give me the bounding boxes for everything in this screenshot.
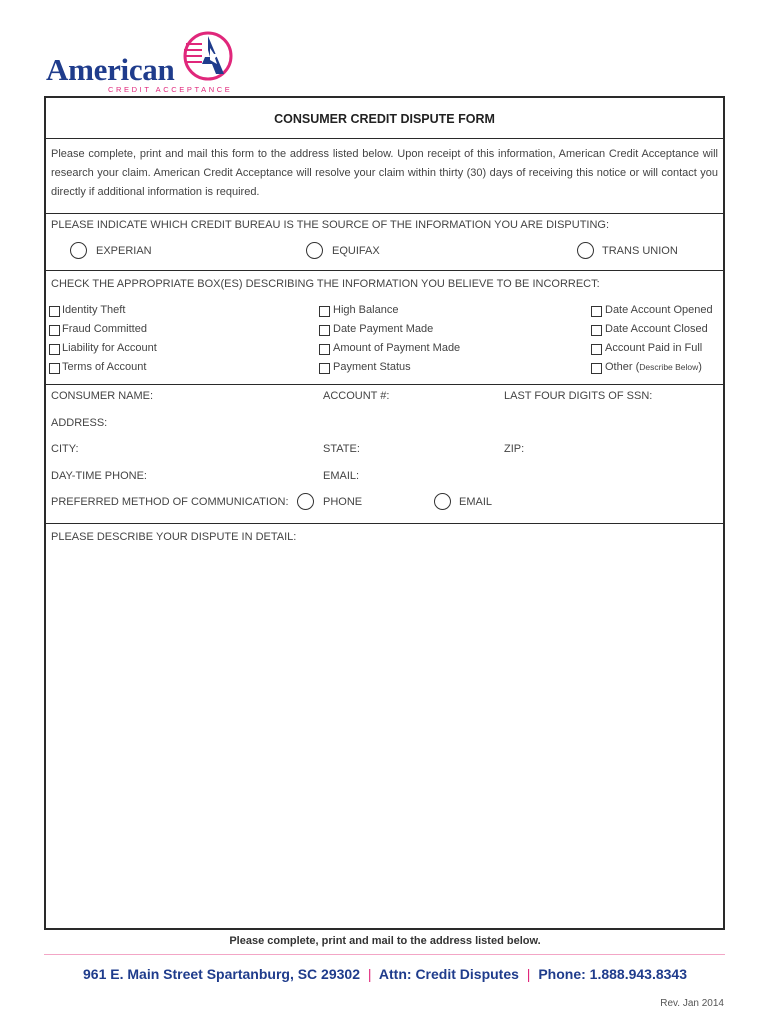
checkbox-fraud-committed[interactable] [49,325,60,336]
consumer-name-label: CONSUMER NAME: [51,390,154,402]
checkbox-label: Account Paid in Full [605,342,703,354]
radio-experian-label: EXPERIAN [96,245,152,257]
footer-note: Please complete, print and mail to the address listed below. [229,935,541,947]
checkbox-label: Date Payment Made [333,323,434,335]
checkbox-terms[interactable] [49,363,60,374]
checkbox-label: Fraud Committed [62,323,147,335]
checkbox-other[interactable] [591,363,602,374]
ssn-label: LAST FOUR DIGITS OF SSN: [504,390,653,402]
radio-equifax[interactable] [306,242,323,259]
radio-trans-union-label: TRANS UNION [602,245,678,257]
checkbox-label: Date Account Closed [605,323,708,335]
checkbox-date-payment-made[interactable] [319,325,330,336]
footer-divider [44,954,725,955]
radio-trans-union[interactable] [577,242,594,259]
checkbox-identity-theft[interactable] [49,306,60,317]
logo-emblem-icon [180,30,236,82]
dispute-detail-area[interactable] [50,548,719,924]
form-title: CONSUMER CREDIT DISPUTE FORM [274,112,495,126]
divider [46,523,723,524]
checkbox-payment-status[interactable] [319,363,330,374]
address-label: ADDRESS: [51,417,108,429]
radio-equifax-label: EQUIFAX [332,245,380,257]
phone-label: DAY-TIME PHONE: [51,470,147,482]
zip-label: ZIP: [504,443,525,455]
checkbox-liability[interactable] [49,344,60,355]
other-close: ) [698,361,702,373]
form-intro: Please complete, print and mail this form to the address listed below. Upon receipt of this information, American Credit Acceptance will research your claim. American Credit Acceptance will resolve your claim within thirty (30) days of receiving this notice or will contact you directly if additional information is required. [51,148,718,198]
company-logo-subtitle: CREDIT ACCEPTANCE [108,85,233,94]
checkbox-label: Payment Status [333,361,411,373]
company-logo-text: American [46,52,175,87]
address-phone: Phone: 1.888.943.8343 [538,966,687,982]
divider [46,213,723,214]
incorrect-prompt: CHECK THE APPROPRIATE BOX(ES) DESCRIBING THE INFORMATION YOU BELIEVE TO BE INCORRECT: [51,278,600,290]
checkbox-amount-payment[interactable] [319,344,330,355]
separator: | [526,966,531,982]
email-label: EMAIL: [323,470,360,482]
checkbox-label: Terms of Account [62,361,147,373]
address-attn: Attn: Credit Disputes [378,966,519,982]
checkbox-paid-in-full[interactable] [591,344,602,355]
revision-date: Rev. Jan 2014 [660,998,724,1009]
checkbox-label: Amount of Payment Made [333,342,461,354]
checkbox-label: Identity Theft [62,304,126,316]
radio-experian[interactable] [70,242,87,259]
checkbox-high-balance[interactable] [319,306,330,317]
separator: | [367,966,372,982]
bureau-prompt: PLEASE INDICATE WHICH CREDIT BUREAU IS THE SOURCE OF THE INFORMATION YOU ARE DISPUTING: [51,219,610,231]
city-label: CITY: [51,443,79,455]
checkbox-label: Liability for Account [62,342,157,354]
account-number-label: ACCOUNT #: [323,390,390,402]
radio-pref-email-label: EMAIL [459,496,493,508]
checkbox-date-opened[interactable] [591,306,602,317]
checkbox-label: High Balance [333,304,399,316]
dispute-form [44,96,725,930]
checkbox-label: Date Account Opened [605,304,713,316]
divider [46,138,723,139]
address-street: 961 E. Main Street Spartanburg, SC 29302 [83,966,360,982]
checkbox-date-closed[interactable] [591,325,602,336]
divider [46,270,723,271]
preferred-method-label: PREFERRED METHOD OF COMMUNICATION: [51,496,289,508]
divider [46,384,723,385]
checkbox-label: Other ( [605,361,640,373]
checkbox-other-label [605,361,702,373]
radio-pref-email[interactable] [434,493,451,510]
radio-pref-phone[interactable] [297,493,314,510]
radio-pref-phone-label: PHONE [323,496,363,508]
state-label: STATE: [323,443,360,455]
describe-prompt: PLEASE DESCRIBE YOUR DISPUTE IN DETAIL: [51,531,297,543]
mailing-address [0,966,770,982]
other-note: Describe Below [639,362,699,372]
